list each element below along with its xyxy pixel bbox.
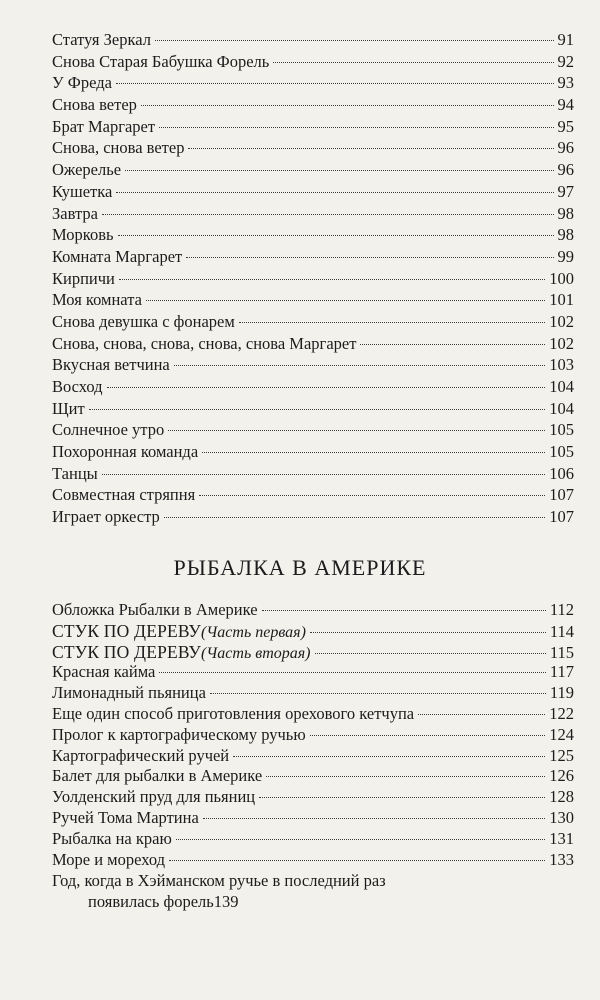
toc-entry[interactable] xyxy=(52,463,574,485)
toc-entry[interactable] xyxy=(52,683,574,704)
toc-entry[interactable] xyxy=(52,268,574,290)
dot-leader xyxy=(155,40,554,41)
dot-leader xyxy=(418,714,545,715)
entry-page-number: 98 xyxy=(557,203,574,223)
entry-title: Снова девушка с фонарем xyxy=(52,311,235,331)
entry-title: Море и мореход xyxy=(52,849,166,869)
entry-title: Восход xyxy=(52,377,103,396)
toc-entry[interactable] xyxy=(52,808,574,829)
entry-page-number: 96 xyxy=(557,138,574,158)
toc-entry[interactable] xyxy=(52,29,574,51)
dot-leader xyxy=(233,756,545,757)
entry-title: Красная кайма xyxy=(52,662,156,682)
entry-title: Ожерелье xyxy=(52,160,122,180)
toc-entry[interactable] xyxy=(52,354,574,376)
dot-leader xyxy=(174,365,546,366)
entry-page-number: 122 xyxy=(549,703,574,723)
dot-leader xyxy=(125,170,553,171)
dot-leader xyxy=(310,735,546,736)
entry-page-number: 124 xyxy=(549,724,574,744)
entry-title: Снова Старая Бабушка Форель xyxy=(52,51,270,71)
dot-leader xyxy=(262,610,546,611)
toc-entry[interactable] xyxy=(52,398,574,420)
entry-title: Похоронная команда xyxy=(52,442,199,462)
entry-title: Снова, снова, снова, снова, снова Маргарет xyxy=(52,333,357,353)
entry-title: Щит xyxy=(52,398,85,418)
toc-entry[interactable] xyxy=(52,311,574,333)
entry-title: Снова ветер xyxy=(52,95,137,115)
entry-page-number: 115 xyxy=(549,642,574,662)
dot-leader xyxy=(273,62,553,63)
entry-title: Рыбалка на краю xyxy=(52,828,172,848)
entry-title: Совместная стряпня xyxy=(52,485,196,505)
dot-leader xyxy=(239,322,545,323)
entry-title: Обложка Рыбалки в Америке xyxy=(52,600,258,619)
toc-entry[interactable] xyxy=(52,787,574,808)
toc-entry[interactable] xyxy=(52,766,574,787)
dot-leader xyxy=(141,105,554,106)
dot-leader xyxy=(159,127,553,128)
toc-entry[interactable] xyxy=(52,94,574,116)
entry-page-number: 107 xyxy=(549,507,574,527)
toc-entry-multiline[interactable] xyxy=(52,870,574,912)
toc-entry[interactable] xyxy=(52,725,574,746)
toc-part-2 xyxy=(52,600,574,912)
dot-leader xyxy=(186,257,553,258)
entry-page-number: 125 xyxy=(549,745,574,765)
toc-entry[interactable] xyxy=(52,289,574,311)
dot-leader xyxy=(164,517,546,518)
entry-page-number: 119 xyxy=(549,683,574,703)
dot-leader xyxy=(259,797,545,798)
entry-page-number: 131 xyxy=(549,828,574,848)
entry-title: Балет для рыбалки в Америке xyxy=(52,766,263,786)
toc-entry[interactable] xyxy=(52,419,574,441)
toc-entry[interactable] xyxy=(52,829,574,850)
entry-page-number: 101 xyxy=(549,290,574,310)
toc-entry[interactable] xyxy=(52,203,574,225)
dot-leader xyxy=(360,344,545,345)
entry-page-number: 130 xyxy=(549,807,574,827)
toc-entry[interactable] xyxy=(52,376,574,398)
dot-leader xyxy=(210,693,546,694)
toc-entry[interactable] xyxy=(52,746,574,767)
toc-entry[interactable] xyxy=(52,850,574,871)
toc-part-1 xyxy=(52,29,574,528)
entry-title: Ручей Тома Мартина xyxy=(52,807,199,827)
entry-title: Комната Маргарет xyxy=(52,246,183,266)
dot-leader xyxy=(315,653,546,654)
dot-leader xyxy=(266,776,545,777)
entry-page-number: 102 xyxy=(549,311,574,331)
entry-page-number: 128 xyxy=(549,787,574,807)
toc-entry[interactable] xyxy=(52,642,574,663)
toc-entry[interactable] xyxy=(52,72,574,94)
toc-entry[interactable] xyxy=(52,181,574,203)
dot-leader xyxy=(176,839,545,840)
entry-title: Кирпичи xyxy=(52,268,115,288)
toc-entry[interactable] xyxy=(52,484,574,506)
dot-leader xyxy=(118,235,554,236)
toc-entry[interactable] xyxy=(52,159,574,181)
entry-title: Лимонадный пьяница xyxy=(52,683,206,703)
toc-entry[interactable] xyxy=(52,704,574,725)
entry-page-number: 91 xyxy=(557,30,574,49)
toc-entry[interactable] xyxy=(52,224,574,246)
toc-entry[interactable] xyxy=(52,506,574,528)
dot-leader xyxy=(102,214,554,215)
entry-page-number: 105 xyxy=(549,420,574,440)
entry-page-number: 112 xyxy=(549,600,574,619)
entry-title: Солнечное утро xyxy=(52,420,165,440)
dot-leader xyxy=(119,279,545,280)
dot-leader xyxy=(169,860,545,861)
entry-title-main: СТУК ПО ДЕРЕВУ xyxy=(52,620,201,641)
entry-title: Играет оркестр xyxy=(52,507,160,527)
entry-page-number: 104 xyxy=(549,398,574,418)
entry-page-number: 92 xyxy=(557,51,574,71)
entry-title xyxy=(52,621,306,644)
entry-page-number: 93 xyxy=(557,73,574,93)
entry-page-number: 104 xyxy=(549,377,574,396)
entry-page-number: 105 xyxy=(549,442,574,462)
entry-title: Статуя Зеркал xyxy=(52,30,151,49)
dot-leader xyxy=(116,192,553,193)
toc-entry[interactable] xyxy=(52,441,574,463)
entry-title: Картографический ручей xyxy=(52,745,230,765)
entry-page-number: 114 xyxy=(549,621,574,641)
entry-title-part: (Часть первая) xyxy=(200,623,306,641)
entry-page-number: 96 xyxy=(557,160,574,180)
entry-title: Снова, снова ветер xyxy=(52,138,185,158)
toc-entry[interactable] xyxy=(52,333,574,355)
entry-title: Уолденский пруд для пьяниц xyxy=(52,787,256,807)
section-heading: РЫБАЛКА В АМЕРИКЕ xyxy=(173,555,427,580)
entry-title: Брат Маргарет xyxy=(52,116,156,136)
entry-title-line-2: появилась форель xyxy=(88,892,214,912)
entry-page-number: 99 xyxy=(557,246,574,266)
entry-page-number: 98 xyxy=(557,225,574,245)
entry-title xyxy=(52,642,311,665)
entry-title: У Фреда xyxy=(52,73,112,93)
toc-entry[interactable] xyxy=(52,116,574,138)
toc-entry[interactable] xyxy=(52,246,574,268)
entry-page-number: 106 xyxy=(549,463,574,483)
entry-title: Вкусная ветчина xyxy=(52,355,170,375)
entry-title-main: СТУК ПО ДЕРЕВУ xyxy=(52,641,201,662)
dot-leader xyxy=(310,632,546,633)
toc-entry[interactable] xyxy=(52,621,574,642)
entry-page-number: 100 xyxy=(549,268,574,288)
entry-page-number: 133 xyxy=(549,849,574,869)
entry-title-line-1: Год, когда в Хэйманском ручье в последний раз xyxy=(52,871,386,891)
entry-page-number: 139 xyxy=(213,892,239,912)
entry-title-part: (Часть вторая) xyxy=(200,644,311,662)
entry-page-number: 97 xyxy=(557,181,574,201)
dot-leader xyxy=(107,387,546,388)
entry-page-number: 117 xyxy=(549,662,574,682)
dot-leader xyxy=(146,300,545,301)
dot-leader xyxy=(102,474,546,475)
toc-entry[interactable] xyxy=(52,600,574,621)
toc-entry[interactable] xyxy=(52,51,574,73)
dot-leader xyxy=(89,409,546,410)
toc-entry[interactable] xyxy=(52,662,574,683)
entry-page-number: 126 xyxy=(549,766,574,786)
dot-leader xyxy=(116,83,554,84)
entry-page-number: 94 xyxy=(557,95,574,115)
entry-page-number: 95 xyxy=(557,116,574,136)
entry-page-number: 103 xyxy=(549,355,574,375)
entry-title: Кушетка xyxy=(52,181,113,201)
dot-leader xyxy=(202,452,545,453)
entry-title: Моя комната xyxy=(52,290,142,310)
dot-leader xyxy=(188,148,553,149)
entry-page-number: 102 xyxy=(549,333,574,353)
dot-leader xyxy=(203,818,545,819)
entry-page-number: 107 xyxy=(549,485,574,505)
dot-leader xyxy=(168,430,545,431)
dot-leader xyxy=(159,672,546,673)
entry-title: Танцы xyxy=(52,463,98,483)
entry-title: Завтра xyxy=(52,203,98,223)
toc-entry[interactable] xyxy=(52,137,574,159)
entry-title: Пролог к картографическому ручью xyxy=(52,724,306,744)
entry-title: Морковь xyxy=(52,225,114,245)
dot-leader xyxy=(199,495,545,496)
entry-title: Еще один способ приготовления орехового кетчупа xyxy=(52,703,415,723)
